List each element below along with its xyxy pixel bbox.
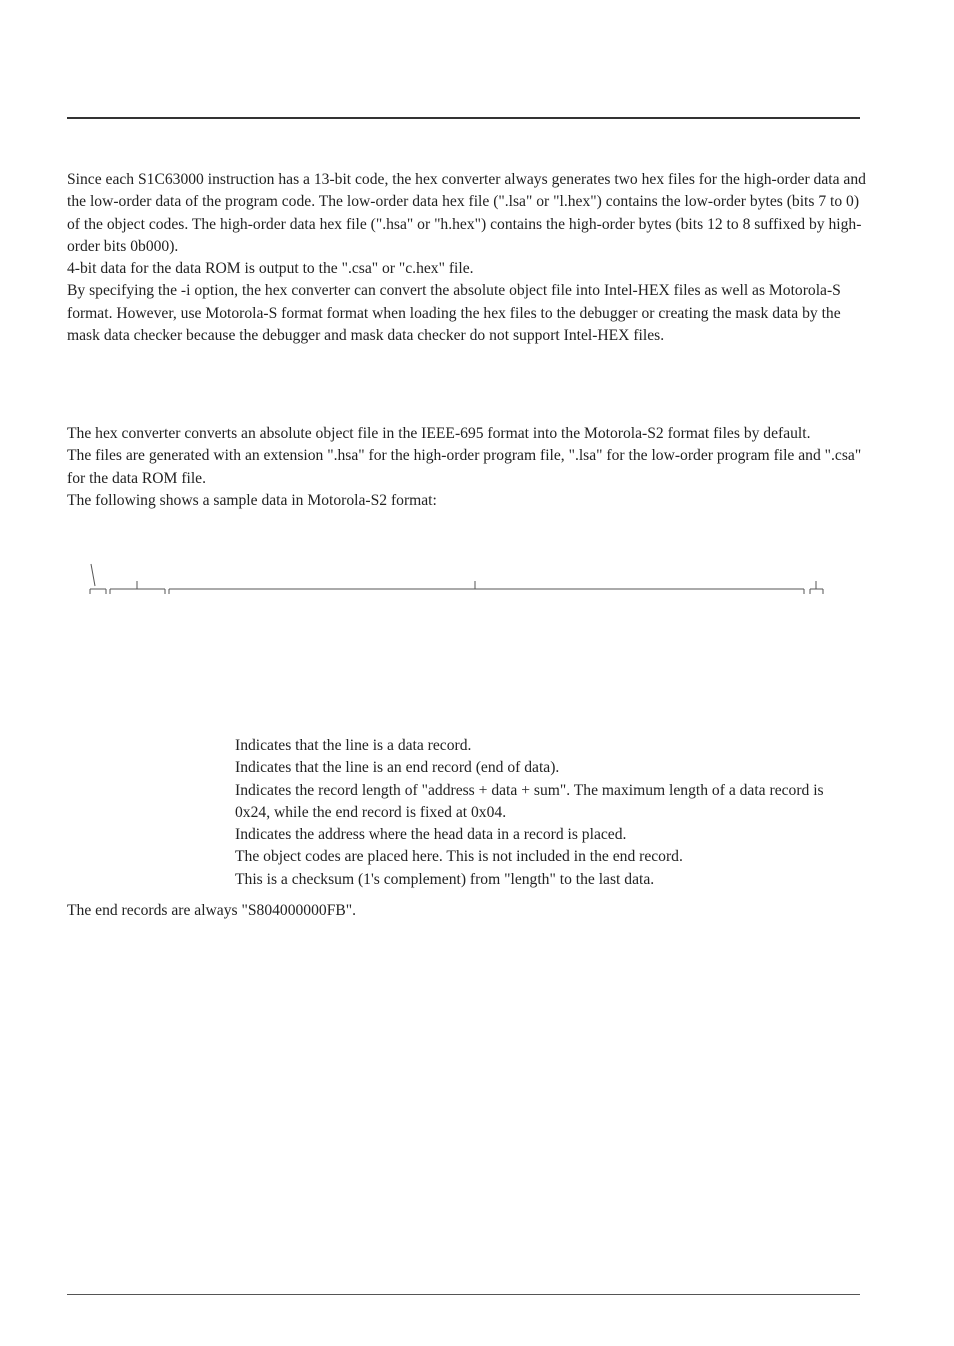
field-desc-data: The object codes are placed here. This is not included in the end record.: [235, 848, 683, 866]
intro-paragraph-2: 4-bit data for the data ROM is output to the ".csa" or "c.hex" file.: [67, 260, 474, 278]
field-desc-data-record: Indicates that the line is a data record.: [235, 737, 472, 754]
record-format-diagram: [80, 558, 840, 603]
field-desc-checksum: This is a checksum (1's complement) from "length" to the last data.: [235, 870, 655, 888]
s2-paragraph-2: The files are generated with an extension ".hsa" for the high-order program file, ".lsa" for the low-order program file and ".csa" for the data ROM file.: [67, 447, 862, 487]
motorola-s2-description: [67, 423, 867, 512]
end-record-note: The end records are always "S804000000FB".: [67, 902, 357, 919]
field-desc-length: Indicates the record length of "address + data + sum". The maximum length of a data record is 0x24, while the end record is fixed at 0x04.: [235, 781, 824, 821]
intro-paragraph-3: By specifying the -i option, the hex converter can convert the absolute object file into Intel-HEX files as well as Motorola-S format. However, use Motorola-S format format when loading the hex files to the debugger or creating the mask data by the mask data checker because the debugger and mask data checker do not support Intel-HEX files.: [67, 282, 841, 345]
intro-text: [67, 169, 867, 347]
type-pointer: [91, 564, 95, 586]
field-desc-address: Indicates the address where the head data in a record is placed.: [235, 826, 627, 844]
s2-paragraph-3: The following shows a sample data in Motorola-S2 format:: [67, 491, 437, 509]
s2-paragraph-1: The hex converter converts an absolute object file in the IEEE-695 format into the Motorola-S2 format files by default.: [67, 425, 811, 442]
field-descriptions: [235, 735, 855, 891]
header-rule: [67, 117, 860, 119]
intro-paragraph-1: Since each S1C63000 instruction has a 13-bit code, the hex converter always generates two hex files for the high-order data and the low-order data of the program code. The low-order data hex file (".lsa" or "l.hex") contains the low-order bytes (bits 7 to 0) of the object codes. The high-order data hex file (".hsa" or "h.hex") contains the high-order bytes (bits 12 to 8 suffixed by high-order bits 0b000).: [67, 171, 866, 255]
footer-rule: [67, 1294, 860, 1295]
field-desc-end-record: Indicates that the line is an end record (end of data).: [235, 759, 560, 777]
